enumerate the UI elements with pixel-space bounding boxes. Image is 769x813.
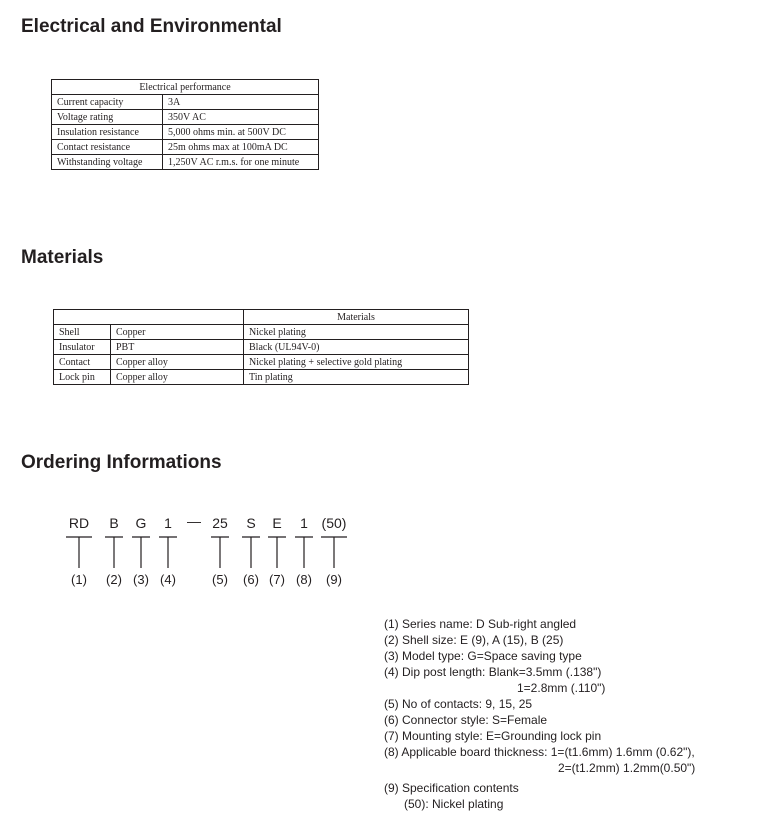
table-cell-label: Withstanding voltage xyxy=(52,155,163,170)
legend-line: (4) Dip post length: Blank=3.5mm (.138") xyxy=(384,665,602,679)
code-part: 1 xyxy=(164,515,172,531)
table-cell-label: Current capacity xyxy=(52,95,163,110)
code-part: S xyxy=(246,515,256,531)
legend-line: (50): Nickel plating xyxy=(404,797,504,811)
table-cell-material: Copper alloy xyxy=(111,355,244,370)
code-part: 25 xyxy=(212,515,228,531)
table-cell-material: PBT xyxy=(111,340,244,355)
legend-line: (9) Specification contents xyxy=(384,781,519,795)
legend-line: (6) Connector style: S=Female xyxy=(384,713,548,727)
section-title-ordering: Ordering Informations xyxy=(21,452,222,473)
table-cell-finish: Black (UL94V-0) xyxy=(244,340,469,355)
code-part: 1 xyxy=(300,515,308,531)
code-part: (50) xyxy=(321,515,347,531)
code-part: B xyxy=(109,515,119,531)
legend-line: 2=(t1.2mm) 1.2mm(0.50") xyxy=(558,761,696,775)
ordering-legend xyxy=(384,616,695,812)
section-title-electrical: Electrical and Environmental xyxy=(21,16,282,37)
table-cell-finish: Nickel plating + selective gold plating xyxy=(244,355,469,370)
table-cell-value: 5,000 ohms min. at 500V DC xyxy=(163,125,319,140)
table-cell-finish: Nickel plating xyxy=(244,325,469,340)
legend-line: 1=2.8mm (.110") xyxy=(517,681,606,695)
table-cell-value: 1,250V AC r.m.s. for one minute xyxy=(163,155,319,170)
table-cell-part: Lock pin xyxy=(54,370,111,385)
legend-line: (7) Mounting style: E=Grounding lock pin xyxy=(384,729,602,743)
position-label: (7) xyxy=(269,572,285,587)
table-cell-label: Voltage rating xyxy=(52,110,163,125)
position-label: (6) xyxy=(243,572,259,587)
table-cell-value: 3A xyxy=(163,95,319,110)
table-cell-value: 350V AC xyxy=(163,110,319,125)
table-cell-material: Copper xyxy=(111,325,244,340)
code-separator: — xyxy=(187,513,201,529)
legend-line: (3) Model type: G=Space saving type xyxy=(384,649,582,663)
code-part: RD xyxy=(68,515,90,531)
table-cell-material: Copper alloy xyxy=(111,370,244,385)
position-label: (3) xyxy=(133,572,149,587)
section-title-materials: Materials xyxy=(21,247,104,268)
table-cell-part: Insulator xyxy=(54,340,111,355)
legend-line: (2) Shell size: E (9), A (15), B (25) xyxy=(384,633,564,647)
position-label: (1) xyxy=(71,572,87,587)
position-label: (9) xyxy=(326,572,342,587)
table-header: Materials xyxy=(244,310,469,325)
legend-line: (5) No of contacts: 9, 15, 25 xyxy=(384,697,533,711)
table-cell-part: Contact xyxy=(54,355,111,370)
code-part: E xyxy=(272,515,282,531)
position-label: (5) xyxy=(212,572,228,587)
table-cell-finish: Tin plating xyxy=(244,370,469,385)
position-label: (4) xyxy=(160,572,176,587)
table-cell-part: Shell xyxy=(54,325,111,340)
table-cell-label: Insulation resistance xyxy=(52,125,163,140)
position-label: (2) xyxy=(106,572,122,587)
table-header: Electrical performance xyxy=(52,80,319,95)
table-cell-label: Contact resistance xyxy=(52,140,163,155)
position-label: (8) xyxy=(296,572,312,587)
table-cell-value: 25m ohms max at 100mA DC xyxy=(163,140,319,155)
legend-line: (1) Series name: D Sub-right angled xyxy=(384,617,577,631)
legend-line: (8) Applicable board thickness: 1=(t1.6mm) 1.6mm (0.62"), xyxy=(384,745,695,759)
code-part: G xyxy=(135,515,147,531)
